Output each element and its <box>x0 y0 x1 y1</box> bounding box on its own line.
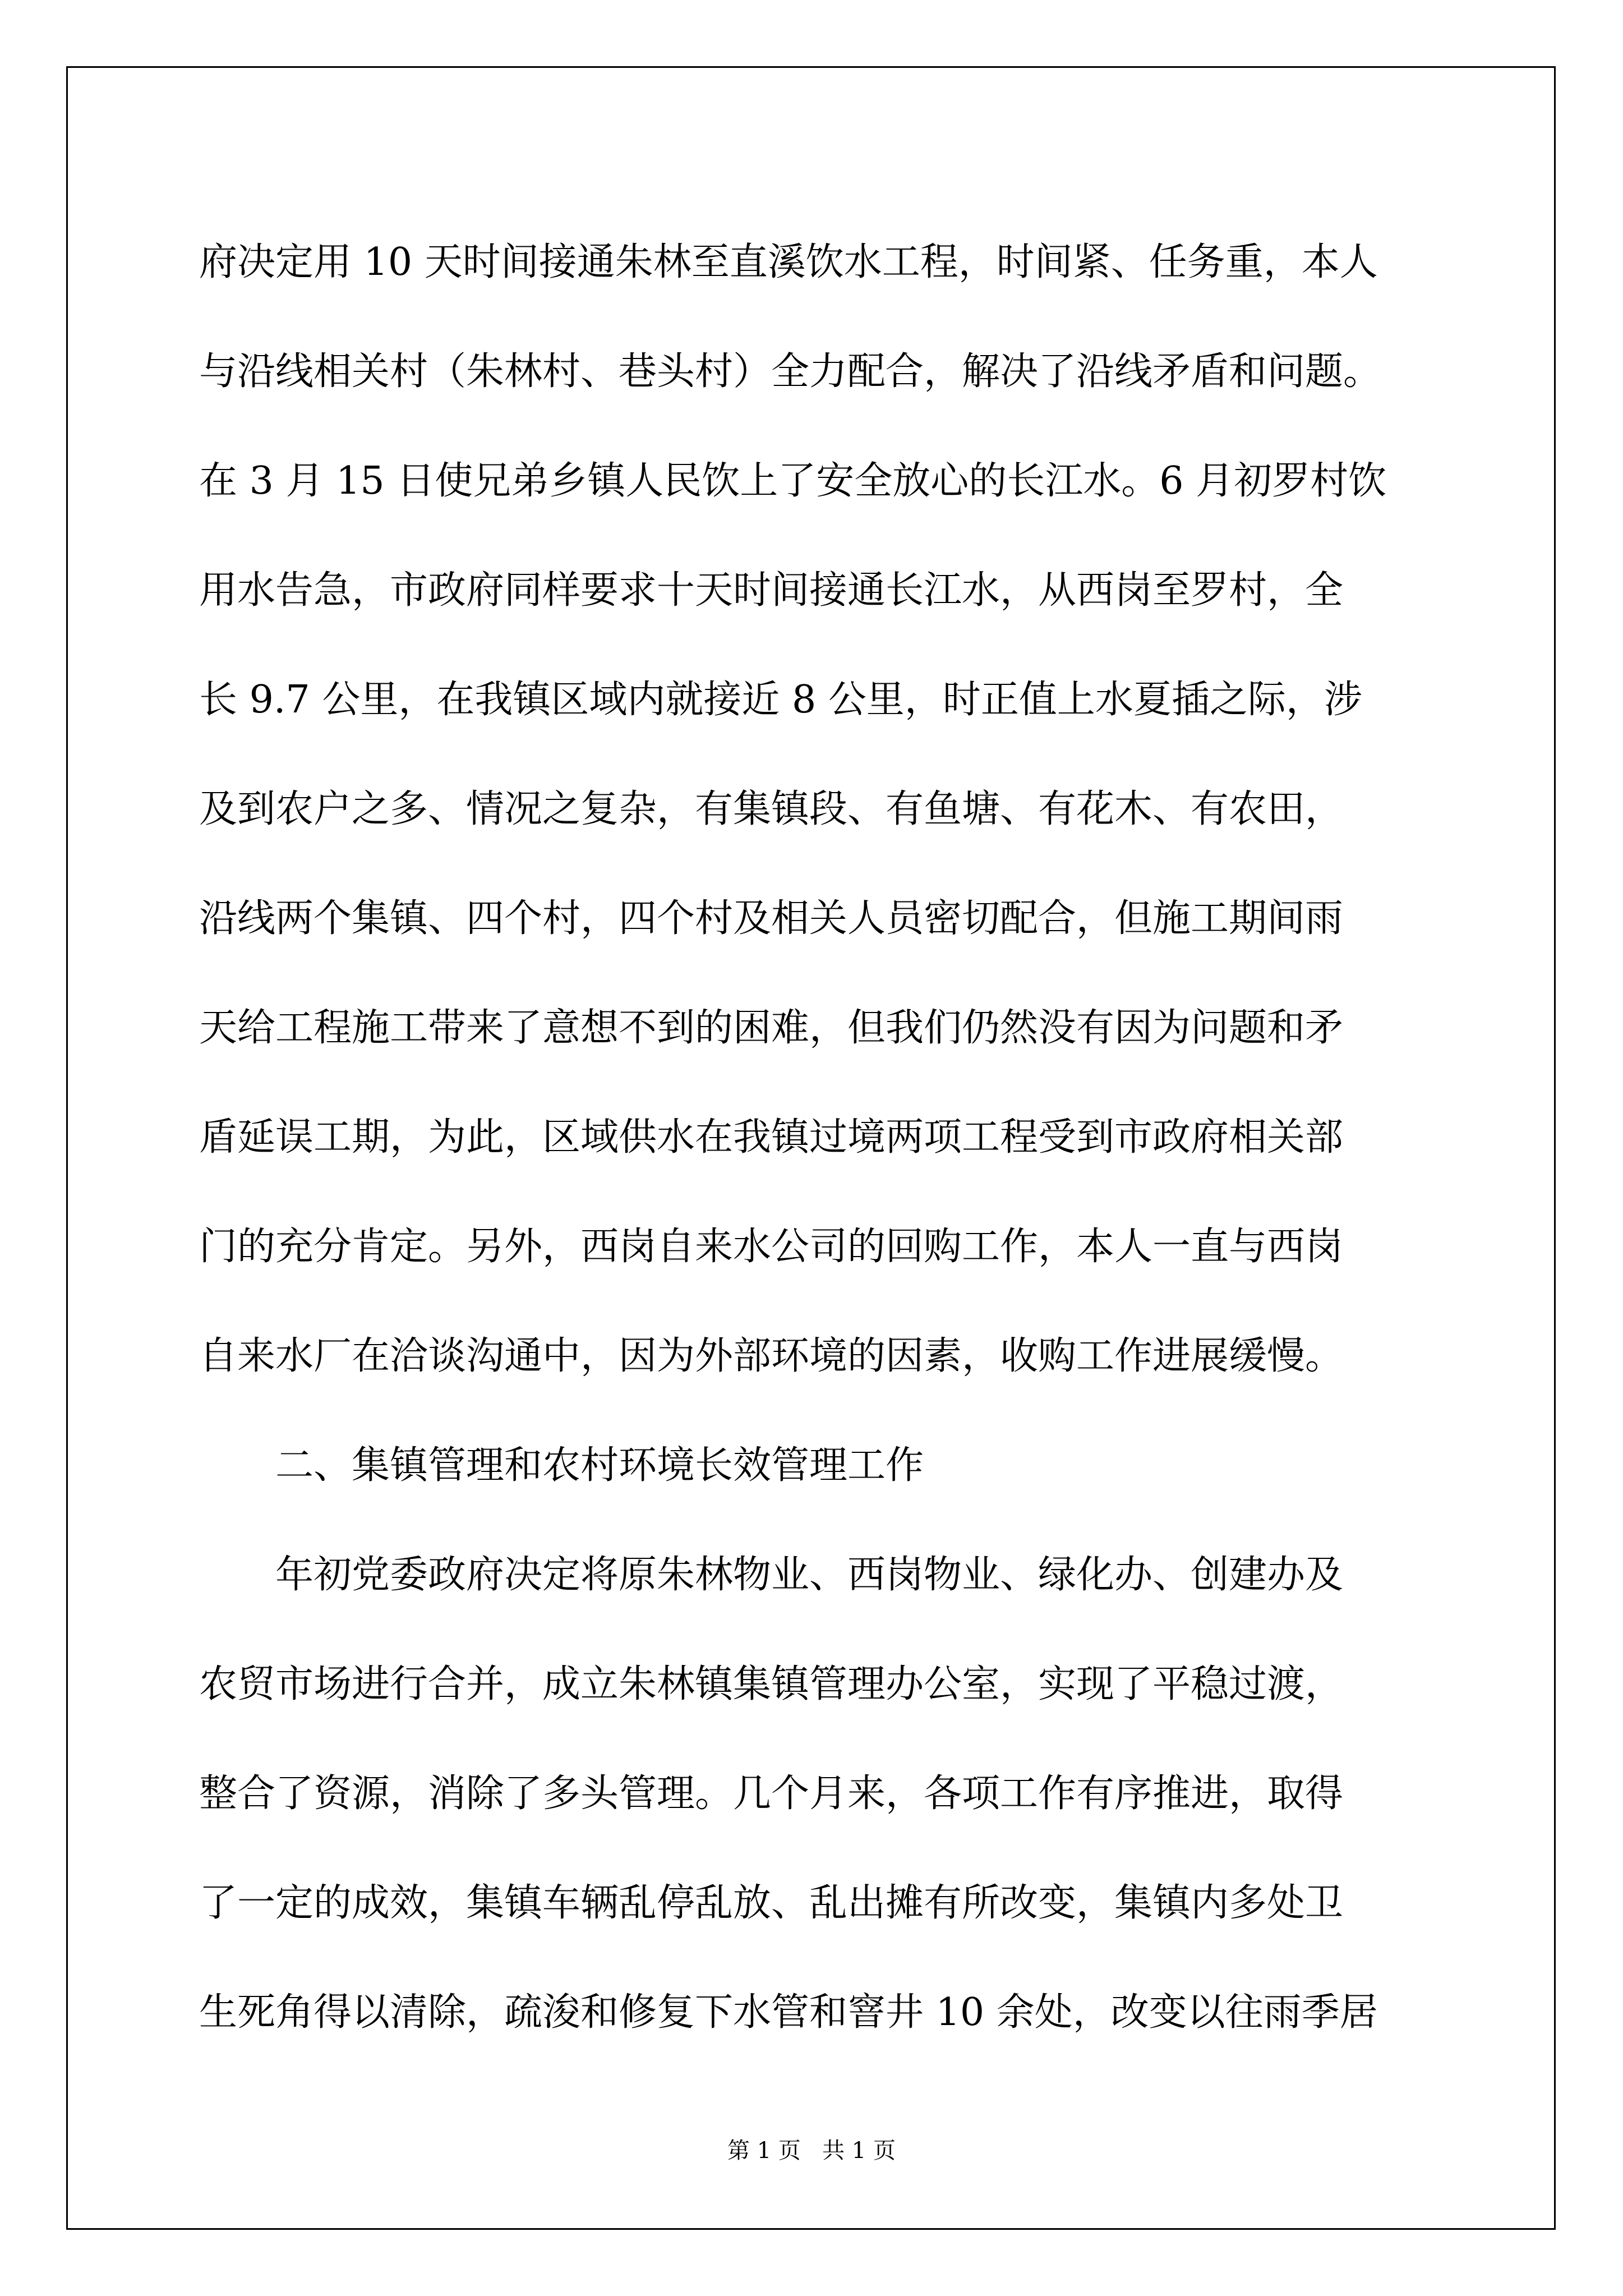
text-line: 农贸市场进行合并，成立朱林镇集镇管理办公室，实现了平稳过渡， <box>199 1662 1344 1706</box>
text-line: 用水告急，市政府同样要求十天时间接通长江水，从西岗至罗村，全 <box>199 568 1344 613</box>
text-line: 长 9.7 公里，在我镇区域内就接近 8 公里，时正值上水夏插之际，涉 <box>199 678 1362 722</box>
text-line: 生死角得以清除，疏浚和修复下水管和窨井 10 余处，改变以往雨季居 <box>199 1990 1378 2035</box>
text-line: 门的充分肯定。另外，西岗自来水公司的回购工作，本人一直与西岗 <box>199 1225 1344 1269</box>
text-line: 沿线两个集镇、四个村，四个村及相关人员密切配合，但施工期间雨 <box>199 896 1344 941</box>
page-total: 共 1 页 <box>822 2138 896 2164</box>
text-line: 整合了资源，消除了多头管理。几个月来，各项工作有序推进，取得 <box>199 1772 1344 1816</box>
text-line: 盾延误工期，为此，区域供水在我镇过境两项工程受到市政府相关部 <box>199 1115 1344 1159</box>
text-line: 府决定用 10 天时间接通朱林至直溪饮水工程，时间紧、任务重，本人 <box>199 240 1378 284</box>
text-line: 与沿线相关村（朱林村、巷头村）全力配合，解决了沿线矛盾和问题。 <box>199 349 1382 394</box>
text-line: 了一定的成效，集镇车辆乱停乱放、乱出摊有所改变，集镇内多处卫 <box>199 1881 1344 1925</box>
text-line: 自来水厂在洽谈沟通中，因为外部环境的因素，收购工作进展缓慢。 <box>199 1334 1344 1378</box>
text-line: 在 3 月 15 日使兄弟乡镇人民饮上了安全放心的长江水。6 月初罗村饮 <box>199 459 1387 503</box>
text-line: 天给工程施工带来了意想不到的困难，但我们仍然没有因为问题和矛 <box>199 1006 1344 1050</box>
page-footer <box>0 2133 1623 2165</box>
text-line: 及到农户之多、情况之复杂，有集镇段、有鱼塘、有花木、有农田， <box>199 787 1344 831</box>
document-body <box>199 208 1433 2067</box>
page-number: 第 1 页 <box>727 2138 801 2164</box>
text-line: 年初党委政府决定将原朱林物业、西岗物业、绿化办、创建办及 <box>275 1553 1344 1597</box>
section-heading: 二、集镇管理和农村环境长效管理工作 <box>275 1443 924 1488</box>
